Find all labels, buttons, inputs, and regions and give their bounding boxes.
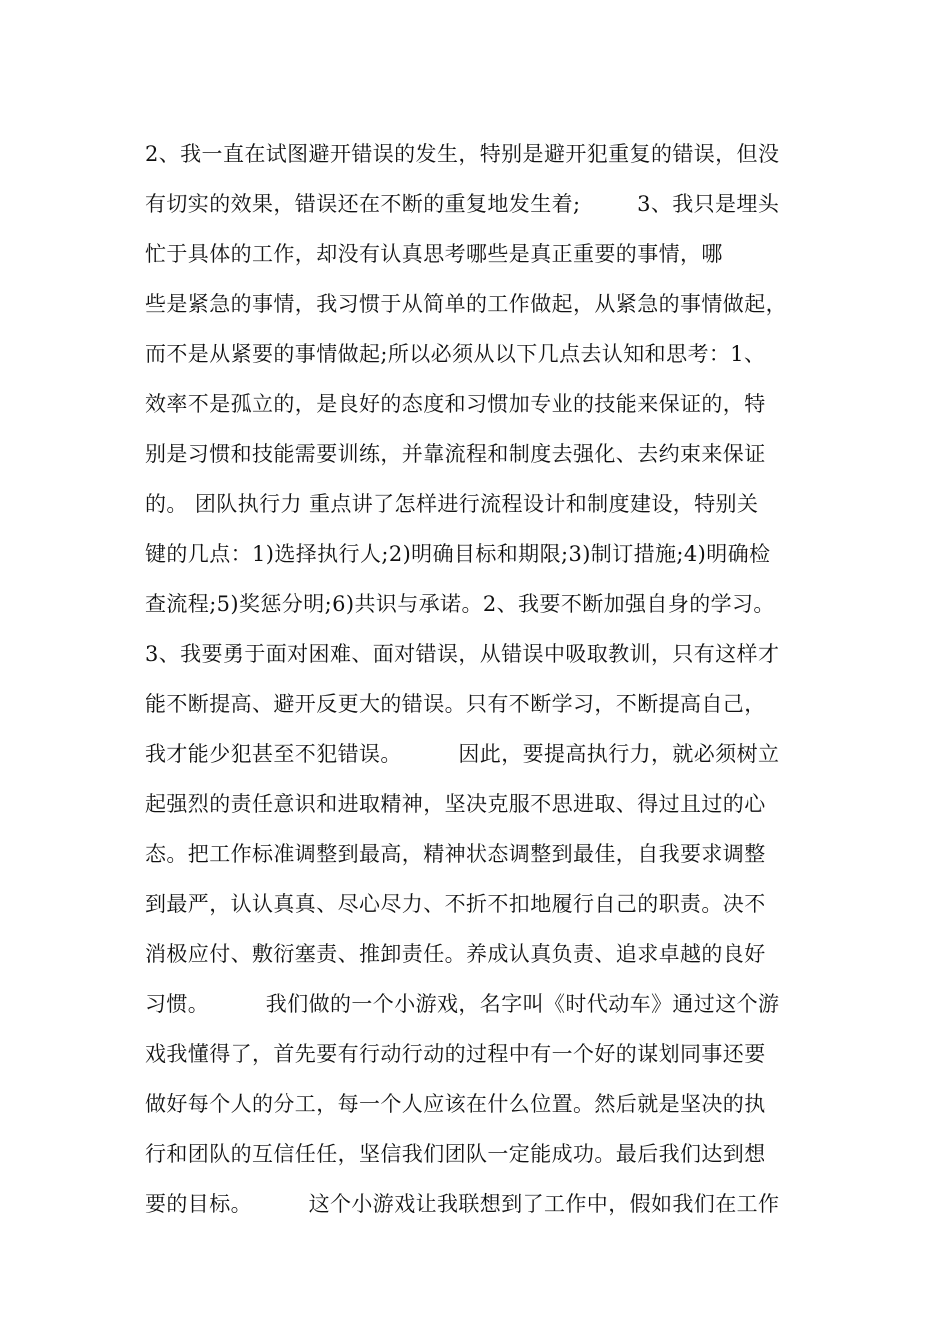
text-line: 键的几点：1)选择执行人;2)明确目标和期限;3)制订措施;4)明确检 (145, 542, 771, 566)
text-line: 做好每个人的分工，每一个人应该在什么位置。然后就是坚决的执 (145, 1092, 766, 1116)
text-line: 有切实的效果，错误还在不断的重复地发生着; 3、我只是埋头 (145, 192, 780, 216)
text-line: 要的目标。 这个小游戏让我联想到了工作中，假如我们在工作 (145, 1192, 780, 1216)
text-line: 效率不是孤立的，是良好的态度和习惯加专业的技能来保证的，特 (145, 392, 766, 416)
text-line: 习惯。 我们做的一个小游戏，名字叫《时代动车》通过这个游 (145, 992, 780, 1016)
body-text (145, 129, 825, 1229)
text-line: 戏我懂得了，首先要有行动行动的过程中有一个好的谋划同事还要 (145, 1042, 766, 1066)
text-line: 到最严，认认真真、尽心尽力、不折不扣地履行自己的职责。决不 (145, 892, 766, 916)
text-line: 态。把工作标准调整到最高，精神状态调整到最佳，自我要求调整 (145, 842, 766, 866)
text-line: 2、我一直在试图避开错误的发生，特别是避开犯重复的错误，但没 (145, 142, 780, 166)
text-line: 查流程;5)奖惩分明;6)共识与承诺。2、我要不断加强自身的学习。 (145, 592, 775, 616)
text-line: 行和团队的互信任任，坚信我们团队一定能成功。最后我们达到想 (145, 1142, 766, 1166)
text-line: 起强烈的责任意识和进取精神，坚决克服不思进取、得过且过的心 (145, 792, 766, 816)
text-line: 而不是从紧要的事情做起;所以必须从以下几点去认知和思考：1、 (145, 342, 766, 366)
text-line: 消极应付、敷衍塞责、推卸责任。养成认真负责、追求卓越的良好 (145, 942, 766, 966)
text-line: 3、我要勇于面对困难、面对错误，从错误中吸取教训，只有这样才 (145, 642, 780, 666)
text-line: 的。 团队执行力 重点讲了怎样进行流程设计和制度建设，特别关 (145, 492, 759, 516)
text-line: 我才能少犯甚至不犯错误。 因此，要提高执行力，就必须树立 (145, 742, 780, 766)
text-line: 别是习惯和技能需要训练，并靠流程和制度去强化、去约束来保证 (145, 442, 766, 466)
text-line: 忙于具体的工作，却没有认真思考哪些是真正重要的事情，哪 (145, 242, 723, 266)
text-line: 能不断提高、避开反更大的错误。只有不断学习，不断提高自己， (145, 692, 766, 716)
text-line: 些是紧急的事情，我习惯于从简单的工作做起，从紧急的事情做起， (145, 292, 787, 316)
